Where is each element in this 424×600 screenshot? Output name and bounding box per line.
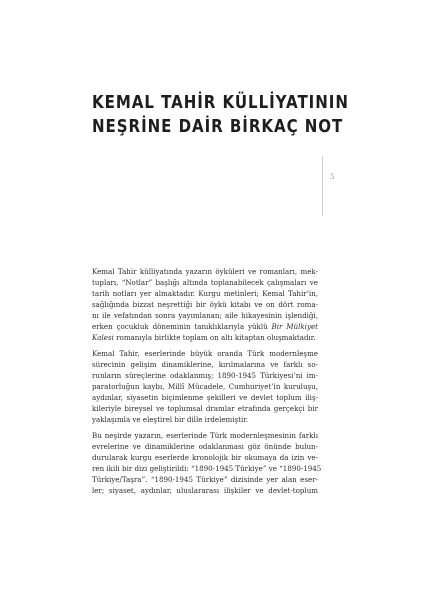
- text-line: sürecinin gelişim dinamiklerine, kırılmalarına ve farklı so-: [92, 360, 318, 369]
- text-line: ler; siyaset, aydınlar, uluslararası ilişkiler ve devlet-toplum: [92, 486, 318, 495]
- paragraph-2: [92, 348, 318, 425]
- text-line: ren ikili bir dizi geliştirildi: “1890-1945 Türkiye” ve “1890-1945: [92, 464, 322, 473]
- text-line: tarih notları yer almaktadır. Kurgu metinleri; Kemal Tahir’in,: [92, 289, 318, 298]
- text-line: runların süreçlerine odaklanmış; 1890-1945 Türkiyesi’ni im-: [92, 371, 318, 380]
- text-line: tupları, “Notlar” başlığı altında toplanabilecek çalışmaları ve: [92, 278, 318, 287]
- text-line: durularak kurgu eserlerde kronolojik bir okumaya da izin ve-: [92, 453, 318, 462]
- text-line: kileriyle bireysel ve toplumsal dramlar etrafında gerçekçi bir: [92, 404, 318, 413]
- text-line: [92, 321, 318, 332]
- paragraph-3: [92, 430, 322, 496]
- text-line: aydınlar, siyasetin biçimlenme şekilleri ve devlet toplum iliş-: [92, 393, 318, 402]
- text-line: sağlığında bizzat neşrettiği bir öykü kitabı ve on dört roma-: [92, 300, 318, 309]
- text-line: paratorluğun kaybı, Millî Mücadele, Cumhuriyet’in kuruluşu,: [92, 382, 318, 391]
- chapter-title-line-2: NEŞRİNE DAİR BİRKAÇ NOT: [92, 117, 344, 137]
- text-line: nı ile vefatından sonra yayımlanan; aile hikayesinin işlendiği,: [92, 311, 318, 320]
- paragraph-1: [92, 266, 318, 343]
- text-line: Kemal Tahir, eserlerinde büyük oranda Türk modernleşme: [92, 349, 318, 358]
- page-number-rule: [322, 156, 323, 216]
- text-line: Kemal Tahir külliyatında yazarın öyküleri ve romanları, mek-: [92, 267, 318, 276]
- text-line: Bu neşirde yazarın, eserlerinde Türk modernleşmesinin farklı: [92, 431, 318, 440]
- chapter-title: [92, 91, 349, 139]
- page-number: 5: [330, 173, 335, 181]
- text-run: romanıyla birlikte toplam on altı kitaptan oluşmaktadır.: [113, 333, 316, 342]
- text-line: evrelerine ve dinamiklerine odaklanması göz önünde bulun-: [92, 442, 318, 451]
- text-line: Türkiye/Taşra”. “1890-1945 Türkiye” dizisinde yer alan eser-: [92, 475, 318, 484]
- text-line: yaklaşımla ve eleştirel bir dille irdelemiştir.: [92, 415, 249, 424]
- text-line: [92, 332, 318, 343]
- book-title-kalesi: Kalesi: [92, 333, 114, 342]
- text-run: erken çocukluk döneminin tanıklıklarıyla yüklü: [92, 322, 272, 331]
- body-text: [92, 266, 322, 501]
- book-title-bir-mulkiyet: Bir Mülkiyet: [271, 322, 318, 331]
- chapter-title-line-1: KEMAL TAHİR KÜLLİYATININ: [92, 93, 349, 113]
